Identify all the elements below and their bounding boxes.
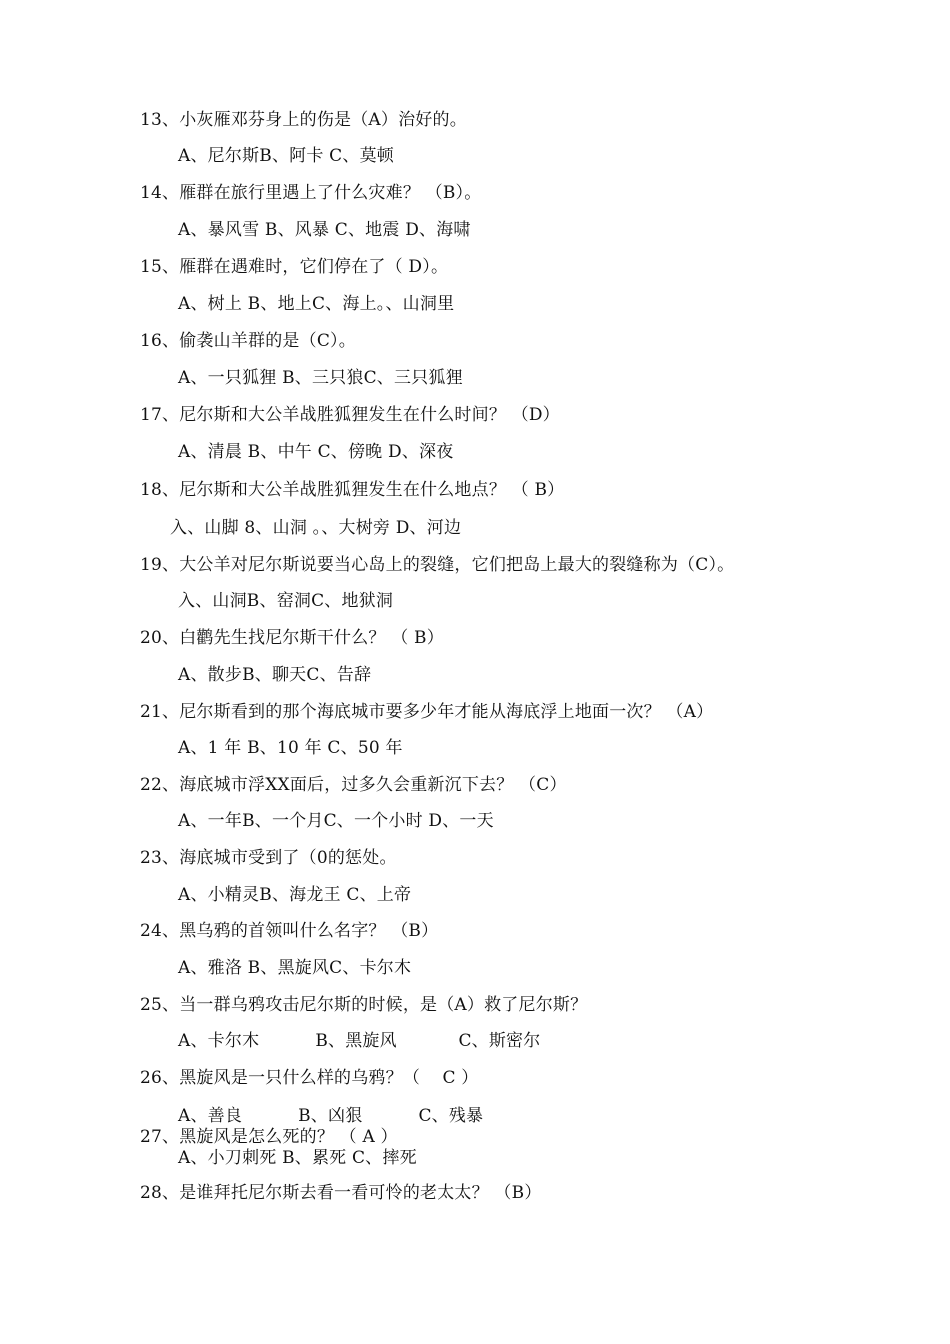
question-22: 22、海底城市浮XX面后，过多久会重新沉下去？ （C）	[140, 775, 567, 795]
options-13: A、尼尔斯B、阿卡 C、莫顿	[178, 146, 394, 166]
question-25: 25、当一群乌鸦攻击尼尔斯的时候，是（A）救了尼尔斯？	[140, 995, 588, 1015]
options-22: A、一年B、一个月C、一个小时 D、一天	[178, 811, 494, 831]
question-13: 13、小灰雁邓芬身上的伤是（A）治好的。	[140, 110, 467, 130]
options-27: A、小刀刺死 B、累死 C、摔死	[178, 1148, 417, 1168]
question-27: 27、黑旋风是怎么死的？ （ A ）	[140, 1127, 398, 1147]
question-23: 23、海底城市受到了（0的惩处。	[140, 848, 397, 868]
question-24: 24、黑乌鸦的首领叫什么名字？ （B）	[140, 921, 439, 941]
options-15: A、树上 B、地上C、海上。、山洞里	[178, 294, 455, 314]
options-21: A、1 年 B、10 年 C、50 年	[178, 738, 403, 758]
question-28: 28、是谁拜托尼尔斯去看一看可怜的老太太？ （B）	[140, 1183, 542, 1203]
question-21: 21、尼尔斯看到的那个海底城市要多少年才能从海底浮上地面一次？ （A）	[140, 702, 714, 722]
options-17: A、清晨 B、中午 C、傍晚 D、深夜	[178, 442, 454, 462]
options-14: A、暴风雪 B、风暴 C、地震 D、海啸	[178, 220, 471, 240]
options-26: A、善良 B、凶狠 C、残暴	[178, 1106, 484, 1126]
options-23: A、小精灵B、海龙王 C、上帝	[178, 885, 412, 905]
question-17: 17、尼尔斯和大公羊战胜狐狸发生在什么时间？ （D）	[140, 405, 560, 425]
options-20: A、散步B、聊天C、告辞	[178, 665, 372, 685]
options-16: A、一只狐狸 B、三只狼C、三只狐狸	[178, 368, 463, 388]
question-15: 15、雁群在遇难时，它们停在了（ D）。	[140, 257, 449, 277]
question-18: 18、尼尔斯和大公羊战胜狐狸发生在什么地点？ （ B）	[140, 480, 565, 500]
question-26: 26、黑旋风是一只什么样的乌鸦？（ C ）	[140, 1068, 479, 1088]
options-25: A、卡尔木 B、黑旋风 C、斯密尔	[178, 1031, 541, 1051]
options-24: A、雅洛 B、黑旋风C、卡尔木	[178, 958, 412, 978]
question-20: 20、白鹳先生找尼尔斯干什么？ （ B）	[140, 628, 444, 648]
question-19: 19、大公羊对尼尔斯说要当心岛上的裂缝，它们把岛上最大的裂缝称为（C）。	[140, 555, 735, 575]
options-19: 入、山洞B、窑洞C、地狱洞	[178, 591, 394, 611]
question-16: 16、偷袭山羊群的是（C）。	[140, 331, 356, 351]
question-14: 14、雁群在旅行里遇上了什么灾难？ （B）。	[140, 183, 482, 203]
options-18: 入、山脚 8、山洞 。、大树旁 D、河边	[170, 518, 462, 538]
